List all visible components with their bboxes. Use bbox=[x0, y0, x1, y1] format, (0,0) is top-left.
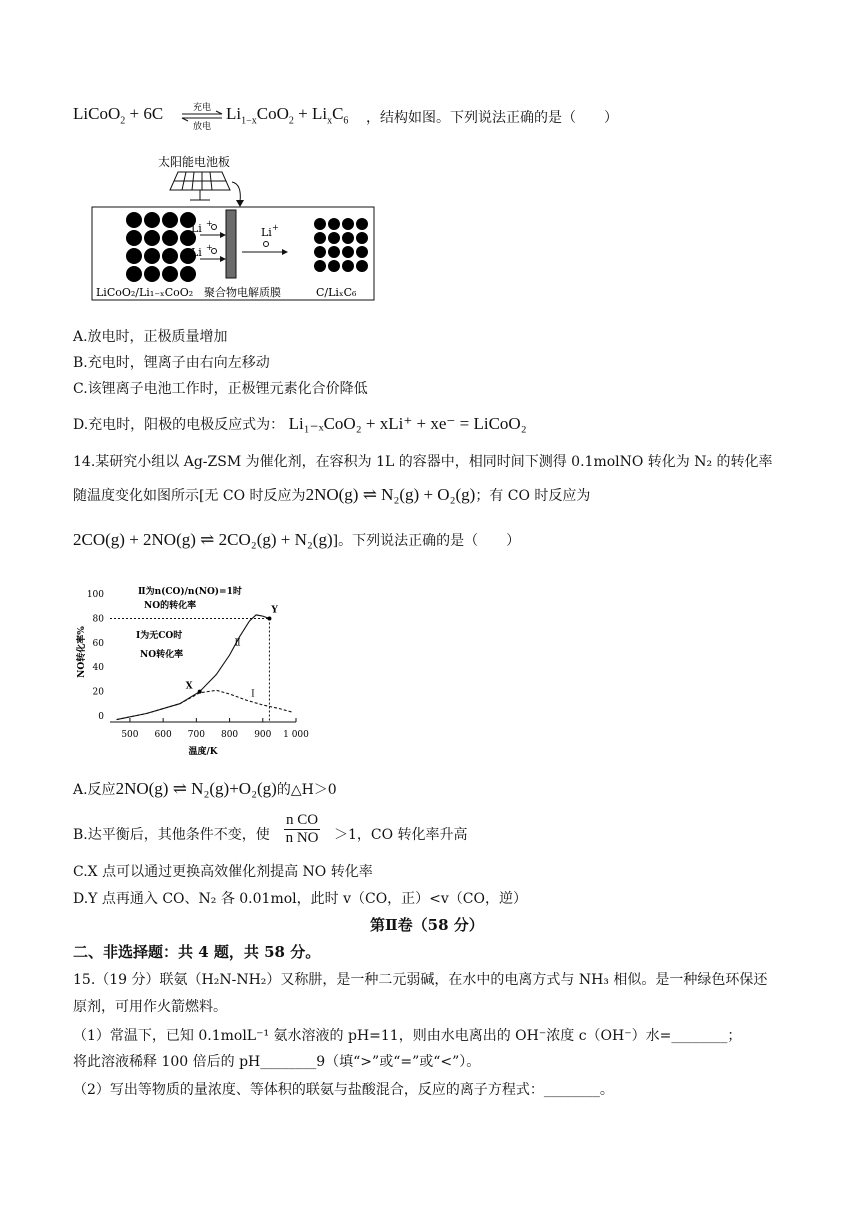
x-axis-label: 温度/K bbox=[188, 747, 218, 757]
q14-line3: 2CO(g) + 2NO(g) ⇌ 2CO₂(g) + N₂(g)]。下列说法正确的是（ ） bbox=[73, 530, 521, 549]
polymer-membrane bbox=[226, 210, 236, 278]
svg-text:Li: Li bbox=[191, 222, 202, 235]
q13-option-a: A.放电时，正极质量增加 bbox=[73, 329, 228, 345]
y-axis-label: NO转化率% bbox=[77, 626, 87, 678]
series-i-line bbox=[117, 690, 293, 719]
q14-option-a: A.反应2NO(g) ⇌ N₂(g)+O₂(g)的△H＞0 bbox=[73, 779, 337, 798]
q14-line1: 14.某研究小组以 Ag-ZSM 为催化剂，在容积为 1L 的容器中，相同时间下测得 0.1molNO 转化为 N₂ 的转化率 bbox=[73, 454, 773, 470]
svg-text:+: + bbox=[272, 223, 279, 232]
svg-text:Li: Li bbox=[191, 246, 202, 259]
q13-equation-right: $Li_{1-x}CoO_2 + Li_xC_6$ bbox=[226, 104, 349, 127]
membrane-label: 聚合物电解质膜 bbox=[204, 286, 281, 299]
q14-option-d: D.Y 点再通入 CO、N₂ 各 0.01mol，此时 v（CO，正）<v（CO，逆） bbox=[73, 891, 528, 907]
legend-i-line2: NO转化率 bbox=[140, 650, 184, 660]
arrow-bottom-label: 放电 bbox=[192, 122, 212, 132]
x-tick-label: 500 bbox=[121, 730, 139, 740]
q15-line1: 15.（19 分）联氨（H₂N-NH₂）又称肼，是一种二元弱碱，在水中的电离方式与 NH₃ 相似。是一种绿色环保还 bbox=[73, 972, 768, 988]
q15-part2: （2）写出等物质的量浓度、等体积的联氨与盐酸混合，反应的离子方程式：________。 bbox=[73, 1082, 614, 1098]
x-tick-label: 600 bbox=[154, 730, 172, 740]
point-y-label: Y bbox=[271, 605, 278, 616]
x-tick-label: 900 bbox=[254, 730, 272, 740]
solar-panel-icon bbox=[170, 172, 230, 200]
legend-i-line1: Ⅰ为无CO时 bbox=[136, 631, 183, 641]
no-conversion-chart bbox=[74, 572, 309, 762]
q13-option-d: D.充电时，阳极的电极反应式为： Li₁₋ₓCoO₂ + xLi⁺ + xe⁻ = LiCoO₂ bbox=[73, 414, 527, 433]
fraction: n CO n NO bbox=[285, 812, 319, 846]
series-ii-label: Ⅱ bbox=[234, 638, 241, 649]
y-tick-label: 40 bbox=[92, 663, 104, 674]
y-tick-label: 60 bbox=[92, 638, 104, 649]
point-y bbox=[267, 617, 271, 621]
q15-line2: 原剂，可用作火箭燃料。 bbox=[73, 999, 227, 1015]
solar-panel-label: 太阳能电池板 bbox=[158, 155, 231, 169]
q15-part1-line2: 将此溶液稀释 100 倍后的 pH________9（填“>”或“=”或“<”）。 bbox=[73, 1054, 481, 1070]
section-heading: 二、非选择题：共 4 题，共 58 分。 bbox=[73, 943, 321, 961]
y-tick-label: 80 bbox=[92, 614, 104, 625]
point-x bbox=[198, 690, 202, 694]
legend-ii-line1: Ⅱ为n(CO)/n(NO)=1时 bbox=[138, 587, 242, 597]
q13-option-c: C.该锂离子电池工作时，正极锂元素化合价降低 bbox=[73, 381, 368, 397]
series-i-label: Ⅰ bbox=[251, 689, 255, 700]
svg-text:Li: Li bbox=[261, 226, 272, 239]
x-tick-label: 800 bbox=[220, 730, 239, 740]
q14-option-b-suffix: ＞1，CO 转化率升高 bbox=[334, 827, 468, 843]
section-title: 第Ⅱ卷（58 分） bbox=[370, 916, 484, 934]
x-tick-label: 1 000 bbox=[283, 730, 309, 740]
reversible-arrow-icon bbox=[180, 100, 224, 132]
legend-ii-line2: NO的转化率 bbox=[144, 601, 197, 611]
q13-equation: LiCoO$_2$ + 6C bbox=[73, 104, 164, 127]
right-electrode-label: C/LiₓC₆ bbox=[316, 286, 357, 299]
point-x-label: X bbox=[185, 681, 193, 692]
q14-line2: 随温度变化如图所示[无 CO 时反应为2NO(g) ⇌ N₂(g) + O₂(g)；有 CO 时反应为 bbox=[73, 485, 591, 504]
arrow-top-label: 充电 bbox=[192, 103, 212, 113]
q15-part1-line1: （1）常温下，已知 0.1molL⁻¹ 氨水溶液的 pH=11，则由水电离出的 OH⁻浓度 c（OH⁻）水=________； bbox=[73, 1028, 742, 1044]
q14-option-c: C.X 点可以通过更换高效催化剂提高 NO 转化率 bbox=[73, 864, 373, 880]
y-tick-label: 20 bbox=[92, 687, 104, 698]
q14-option-b: B.达平衡后，其他条件不变，使 bbox=[73, 827, 270, 843]
y-tick-label: 0 bbox=[98, 711, 104, 722]
left-electrode-label: LiCoO₂/Li₁₋ₓCoO₂ bbox=[96, 286, 194, 299]
battery-figure bbox=[90, 150, 380, 302]
q13-stem-tail: ，结构如图。下列说法正确的是（ ） bbox=[366, 110, 618, 126]
q13-option-b: B.充电时，锂离子由右向左移动 bbox=[73, 355, 270, 371]
y-tick-label: 100 bbox=[86, 590, 104, 601]
svg-text:+: + bbox=[206, 243, 213, 252]
x-tick-label: 700 bbox=[187, 730, 205, 740]
svg-text:+: + bbox=[206, 219, 213, 228]
